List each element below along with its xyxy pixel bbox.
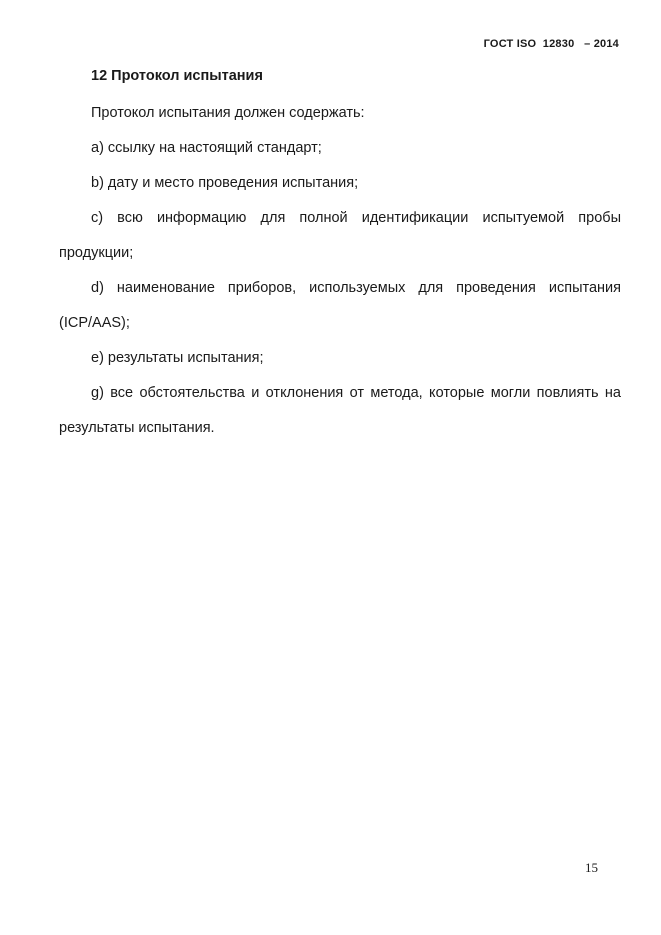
section-body <box>59 96 621 446</box>
intro-paragraph: Протокол испытания должен содержать: <box>91 105 365 121</box>
list-item-d: d) наименование приборов, используемых для проведения испытания (ICP/AAS); <box>59 280 621 331</box>
list-item-e: e) результаты испытания; <box>91 350 264 366</box>
list-item-b: b) дату и место проведения испытания; <box>91 175 359 191</box>
list-item-a: a) ссылку на настоящий стандарт; <box>91 140 322 156</box>
list-item-g: g) все обстоятельства и отклонения от метода, которые могли повлиять на результаты испытания. <box>59 385 621 436</box>
list-item-c: c) всю информацию для полной идентификации испытуемой пробы продукции; <box>59 210 621 261</box>
document-header-code: ГОСТ ISO 12830 – 2014 <box>483 38 619 50</box>
section-title: 12 Протокол испытания <box>91 68 263 84</box>
page-number: 15 <box>585 860 598 875</box>
